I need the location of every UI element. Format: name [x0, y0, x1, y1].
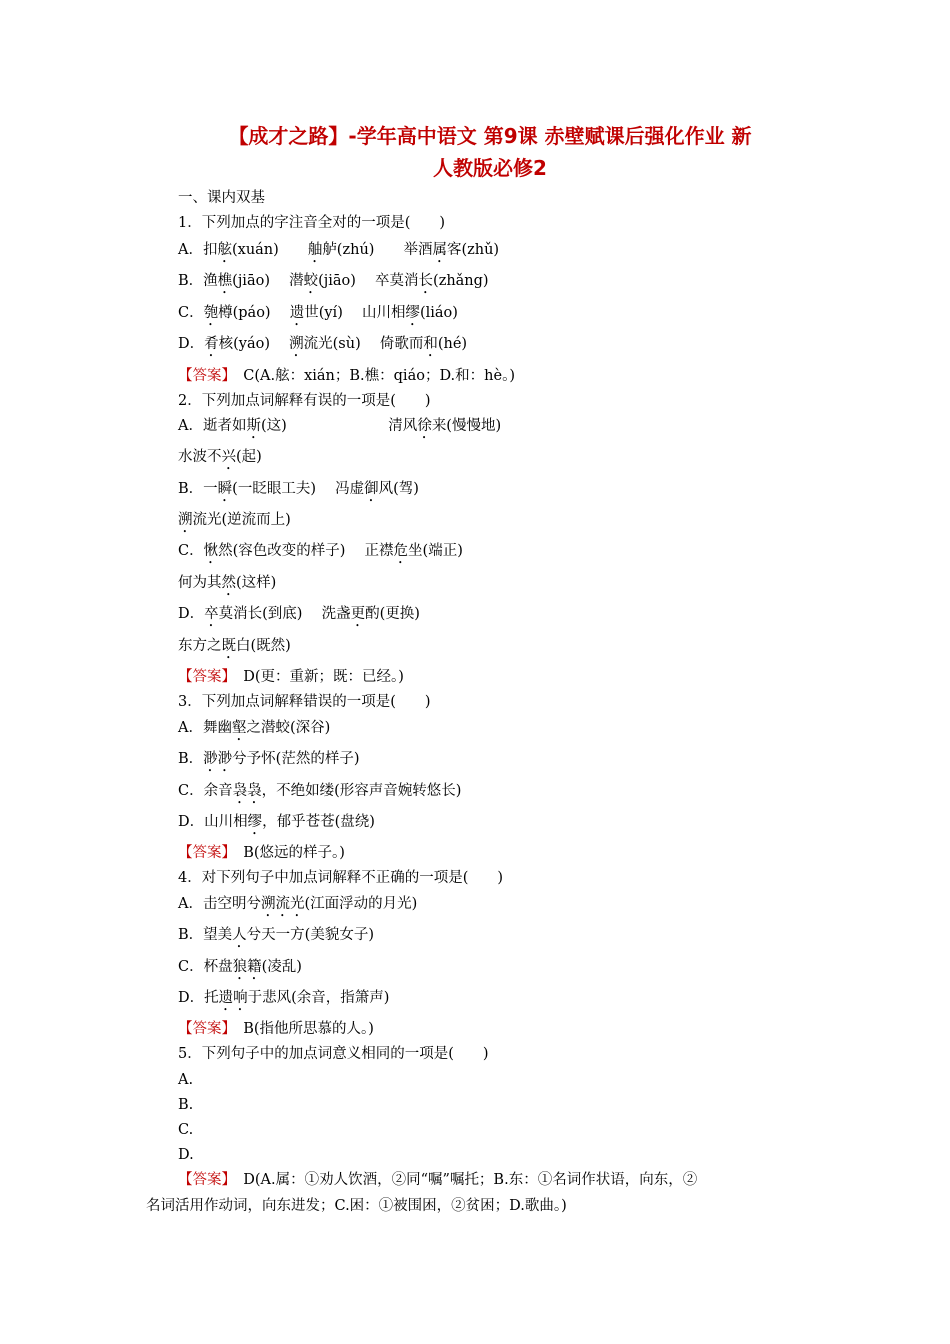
q3-option-c: C．余音袅袅，不绝如缕(形容声音婉转悠长) — [178, 783, 462, 799]
q5-option-b: B. — [178, 1097, 194, 1113]
dotted-char: 缪 — [247, 814, 263, 830]
q3-stem: 3．下列加点词解释错误的一项是( ) — [178, 694, 431, 710]
answer-label: 【答案】 — [178, 368, 229, 384]
answer-label: 【答案】 — [178, 669, 229, 685]
dotted-char: 壑 — [231, 720, 247, 736]
q5-stem: 5．下列句子中的加点词意义相同的一项是( ) — [178, 1046, 489, 1062]
q1-option-a: A．扣舷(xuán) 舳舻(zhú) 举酒属客(zhǔ) — [178, 242, 500, 258]
q2-stem: 2．下列加点词解释有误的一项是( ) — [178, 393, 431, 409]
dotted-char: 瞬 — [217, 481, 233, 497]
dotted-char: 狼籍 — [232, 959, 262, 975]
dotted-char: 更 — [350, 606, 366, 622]
q1-answer: 【答案】 C(A.舷：xián；B.樵：qiáo；D.和：hè。) — [178, 368, 515, 384]
q5-option-d: D. — [178, 1147, 194, 1163]
q2-option-c-line1: C．愀然(容色改变的样子) 正襟危坐(端正) — [178, 543, 463, 559]
q5-answer-line2: 名词活用作动词，向东进发；C.困：①被围困，②贫困；D.歌曲。) — [146, 1198, 567, 1214]
q3-option-a: A．舞幽壑之潜蛟(深谷) — [178, 720, 331, 736]
dotted-char: 徐 — [417, 418, 432, 434]
q4-answer: 【答案】 B(指他所思慕的人。) — [178, 1021, 374, 1037]
q3-option-b: B．渺渺兮予怀(茫然的样子) — [178, 751, 360, 767]
q4-option-a: A．击空明兮溯流光(江面浮动的月光) — [178, 896, 418, 912]
dotted-char: 长 — [418, 273, 434, 289]
dotted-char: 缪 — [405, 305, 420, 321]
title-line-1: 【成才之路】-学年高中语文 第9课 赤壁赋课后强化作业 新 — [228, 124, 752, 148]
dotted-char: 溯 — [289, 336, 304, 352]
q5-option-a: A. — [178, 1072, 194, 1088]
q2-option-b-line1: B．一瞬(一眨眼工夫) 冯虚御风(驾) — [178, 481, 419, 497]
section-heading: 一、课内双基 — [178, 190, 265, 206]
dotted-char: 人 — [232, 927, 247, 943]
q5-answer-line1: 【答案】 D(A.属：①劝人饮酒，②同“嘱”嘱托；B.东：①名词作状语，向东，② — [178, 1172, 698, 1188]
dotted-char: 卒 — [204, 606, 219, 622]
dotted-char: 袅袅 — [232, 783, 262, 799]
q4-stem: 4．对下列句子中加点词解释不正确的一项是( ) — [178, 870, 504, 886]
dotted-char: 兴 — [221, 449, 236, 465]
dotted-char: 樵 — [217, 273, 233, 289]
dotted-char: 蛟 — [303, 273, 319, 289]
dotted-char: 溯流光 — [260, 896, 305, 912]
dotted-char: 舳 — [307, 242, 323, 258]
q3-answer: 【答案】 B(悠远的样子。) — [178, 845, 345, 861]
dotted-char: 既 — [221, 638, 236, 654]
q4-option-d: D．托遗响于悲风(余音，指箫声) — [178, 990, 390, 1006]
q5-option-c: C. — [178, 1122, 194, 1138]
q2-option-d-line1: D．卒莫消长(到底) 洗盏更酌(更换) — [178, 606, 420, 622]
q4-option-b: B．望美人兮天一方(美貌女子) — [178, 927, 374, 943]
dotted-char: 然 — [221, 575, 236, 591]
dotted-char: 御 — [364, 481, 379, 497]
dotted-char: 危 — [393, 543, 409, 559]
dotted-char: 肴 — [204, 336, 219, 352]
q2-option-a-line2: 水波不兴(起) — [178, 449, 262, 465]
answer-label: 【答案】 — [178, 1172, 229, 1188]
dotted-char: 斯 — [246, 418, 261, 434]
dotted-char: 愀 — [203, 543, 219, 559]
answer-label: 【答案】 — [178, 845, 229, 861]
q2-option-c-line2: 何为其然(这样) — [178, 575, 277, 591]
q2-answer: 【答案】 D(更：重新；既：已经。) — [178, 669, 404, 685]
dotted-char: 舷 — [217, 242, 232, 258]
answer-label: 【答案】 — [178, 1021, 229, 1037]
q1-option-b: B．渔樵(jiāo) 潜蛟(jiāo) 卒莫消长(zhǎng) — [178, 273, 489, 289]
q2-option-b-line2: 溯流光(逆流而上) — [178, 512, 291, 528]
dotted-char: 溯 — [178, 512, 193, 528]
q1-stem: 1．下列加点的字注音全对的一项是( ) — [178, 215, 446, 231]
q1-option-d: D．肴核(yáo) 溯流光(sù) 倚歌而和(hé) — [178, 336, 468, 352]
dotted-char: 和 — [423, 336, 438, 352]
q3-option-d: D．山川相缪，郁乎苍苍(盘绕) — [178, 814, 375, 830]
document-title — [160, 120, 820, 184]
q1-option-c: C．匏樽(páo) 遗世(yí) 山川相缪(liáo) — [178, 305, 458, 321]
q2-option-a-line1: A．逝者如斯(这) 清风徐来(慢慢地) — [178, 418, 502, 434]
dotted-char: 遗响 — [218, 990, 248, 1006]
q2-option-d-line2: 东方之既白(既然) — [178, 638, 291, 654]
dotted-char: 遗 — [289, 305, 305, 321]
dotted-char: 匏 — [203, 305, 219, 321]
dotted-char: 渺渺 — [203, 751, 233, 767]
dotted-char: 属 — [432, 242, 447, 258]
title-line-2: 人教版必修2 — [433, 156, 547, 180]
q4-option-c: C．杯盘狼籍(凌乱) — [178, 959, 302, 975]
